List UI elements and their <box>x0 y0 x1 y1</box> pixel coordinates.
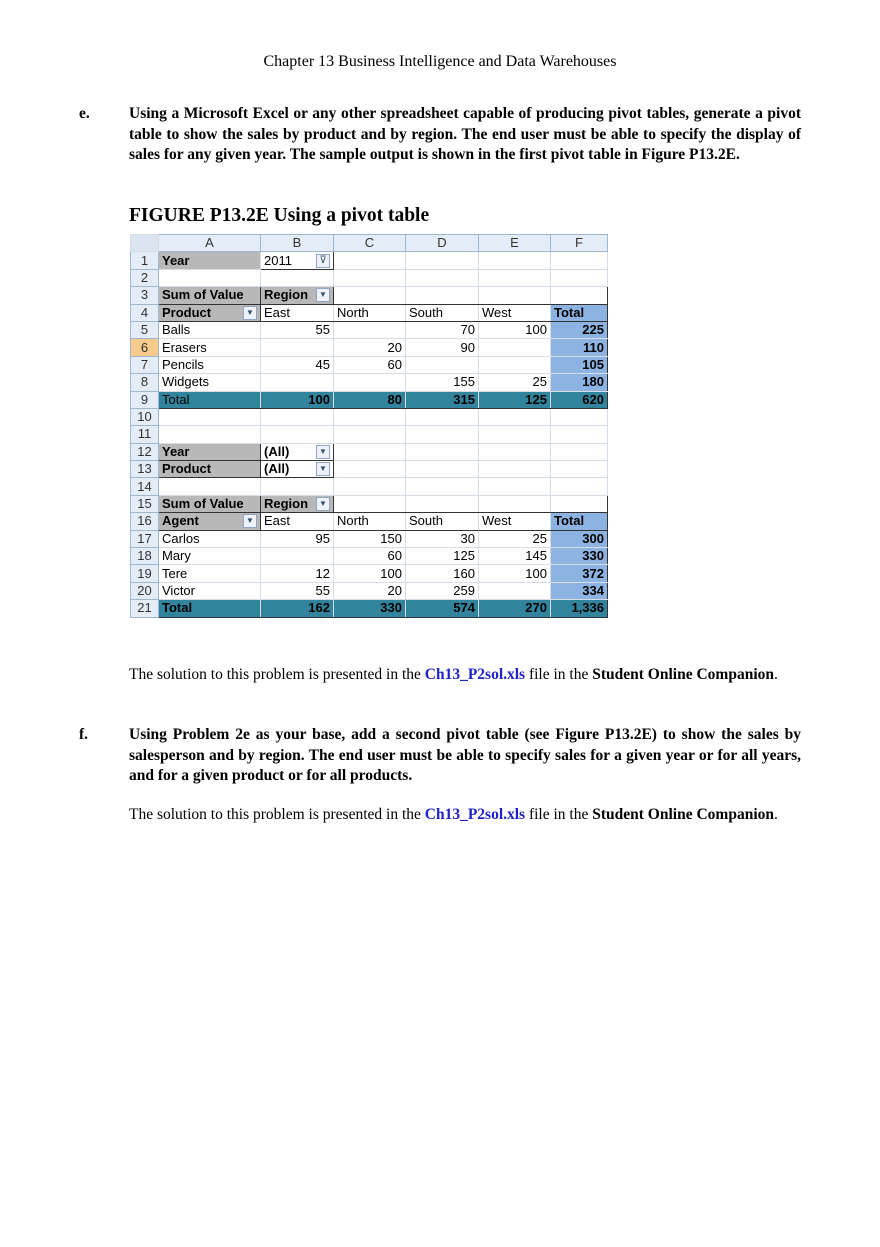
cell-a8[interactable]: Widgets <box>159 374 261 391</box>
cell-b17[interactable]: 95 <box>261 530 334 547</box>
cell[interactable] <box>159 426 261 443</box>
cell-c9[interactable]: 80 <box>334 391 406 408</box>
year-filter-value: 2011 <box>264 252 292 268</box>
cell[interactable] <box>159 408 261 425</box>
cell[interactable] <box>406 495 479 512</box>
item-label: e. <box>79 105 90 122</box>
chevron-down-icon[interactable]: ▼ <box>316 288 330 302</box>
cell-f21[interactable]: 1,336 <box>551 600 608 617</box>
cell-a16[interactable] <box>159 513 261 530</box>
cell[interactable] <box>479 461 551 478</box>
cell-e9[interactable]: 125 <box>479 391 551 408</box>
sheet-row-21 <box>131 600 608 617</box>
column-header-row <box>131 235 608 252</box>
cell[interactable] <box>334 443 406 460</box>
cell-c8[interactable] <box>334 374 406 391</box>
cell[interactable] <box>406 478 479 495</box>
cell-e1[interactable] <box>479 252 551 269</box>
row-header[interactable]: 2 <box>131 269 159 286</box>
sheet-row-19 <box>131 565 608 582</box>
cell-e18[interactable]: 145 <box>479 548 551 565</box>
sheet-row-5 <box>131 321 608 338</box>
cell-f1[interactable] <box>551 252 608 269</box>
cell-d20[interactable]: 259 <box>406 582 479 599</box>
cell[interactable] <box>406 426 479 443</box>
row-header[interactable]: 9 <box>131 391 159 408</box>
cell-c16[interactable]: North <box>334 513 406 530</box>
cell[interactable] <box>261 478 334 495</box>
cell[interactable] <box>159 478 261 495</box>
cell-c18[interactable]: 60 <box>334 548 406 565</box>
cell-f8[interactable]: 180 <box>551 374 608 391</box>
cell-c17[interactable]: 150 <box>334 530 406 547</box>
region-field-label: Region <box>264 496 309 512</box>
cell-d17[interactable]: 30 <box>406 530 479 547</box>
solution-text: The solution to this problem is presented in the <box>129 666 425 683</box>
item-label: f. <box>79 726 89 743</box>
cell-f7[interactable]: 105 <box>551 356 608 373</box>
row-header[interactable]: 14 <box>131 478 159 495</box>
cell-a7[interactable]: Pencils <box>159 356 261 373</box>
row-header[interactable]: 13 <box>131 461 159 478</box>
row-header[interactable]: 1 <box>131 252 159 269</box>
cell-d21[interactable]: 574 <box>406 600 479 617</box>
cell[interactable] <box>406 461 479 478</box>
sheet-row-16 <box>131 513 608 530</box>
chevron-down-icon[interactable]: ▼ <box>316 497 330 511</box>
row-header[interactable]: 15 <box>131 495 159 512</box>
cell[interactable] <box>261 426 334 443</box>
cell-b21[interactable]: 162 <box>261 600 334 617</box>
cell-d18[interactable]: 125 <box>406 548 479 565</box>
solution-text: The solution to this problem is presented in the <box>129 806 425 823</box>
cell[interactable] <box>334 269 406 286</box>
row-header[interactable]: 16 <box>131 513 159 530</box>
sheet-row-20 <box>131 582 608 599</box>
cell-b6[interactable] <box>261 339 334 356</box>
cell[interactable] <box>479 495 551 512</box>
cell-e16[interactable]: West <box>479 513 551 530</box>
cell-b3[interactable] <box>261 287 334 304</box>
cell-a1[interactable]: Year <box>159 252 261 269</box>
cell[interactable] <box>551 443 608 460</box>
row-header[interactable]: 7 <box>131 356 159 373</box>
sheet-row-12 <box>131 443 608 460</box>
cell-a20[interactable]: Victor <box>159 582 261 599</box>
cell-f9[interactable]: 620 <box>551 391 608 408</box>
cell-b9[interactable]: 100 <box>261 391 334 408</box>
sheet-row-10 <box>131 408 608 425</box>
cell-f18[interactable]: 330 <box>551 548 608 565</box>
cell-b19[interactable]: 12 <box>261 565 334 582</box>
product-filter-value: (All) <box>264 461 290 477</box>
row-header[interactable]: 3 <box>131 287 159 304</box>
sheet-row-1 <box>131 252 608 269</box>
sheet-row-13 <box>131 461 608 478</box>
cell-a13[interactable]: Product <box>159 461 261 478</box>
row-header[interactable]: 11 <box>131 426 159 443</box>
cell[interactable] <box>159 269 261 286</box>
sheet-row-18 <box>131 548 608 565</box>
figure-title: FIGURE P13.2E Using a pivot table <box>129 205 430 226</box>
cell-b13[interactable] <box>261 461 334 478</box>
solution-text: . <box>774 666 778 683</box>
cell[interactable] <box>334 287 406 304</box>
row-header[interactable]: 18 <box>131 548 159 565</box>
column-header-d[interactable]: D <box>406 235 479 252</box>
cell[interactable] <box>334 408 406 425</box>
cell[interactable] <box>479 269 551 286</box>
cell-e21[interactable]: 270 <box>479 600 551 617</box>
cell-b18[interactable] <box>261 548 334 565</box>
chevron-down-icon[interactable]: ▼ <box>243 514 257 528</box>
cell-f16[interactable]: Total <box>551 513 608 530</box>
sheet-row-2 <box>131 269 608 286</box>
sheet-row-7 <box>131 356 608 373</box>
cell-f4[interactable]: Total <box>551 304 608 321</box>
row-header[interactable]: 17 <box>131 530 159 547</box>
column-header-e[interactable]: E <box>479 235 551 252</box>
cell-d9[interactable]: 315 <box>406 391 479 408</box>
cell-a6[interactable]: Erasers <box>159 339 261 356</box>
sheet-row-15 <box>131 495 608 512</box>
cell[interactable] <box>334 478 406 495</box>
cell-c4[interactable]: North <box>334 304 406 321</box>
cell[interactable] <box>334 426 406 443</box>
cell[interactable] <box>334 461 406 478</box>
cell-b4[interactable]: East <box>261 304 334 321</box>
cell-e5[interactable]: 100 <box>479 321 551 338</box>
cell-b12[interactable] <box>261 443 334 460</box>
companion-name: Student Online Companion <box>592 806 774 823</box>
cell-a4[interactable] <box>159 304 261 321</box>
cell-c6[interactable]: 20 <box>334 339 406 356</box>
row-header[interactable]: 12 <box>131 443 159 460</box>
sheet-row-8 <box>131 374 608 391</box>
row-header[interactable]: 8 <box>131 374 159 391</box>
cell-f19[interactable]: 372 <box>551 565 608 582</box>
cell-d1[interactable] <box>406 252 479 269</box>
cell-e7[interactable] <box>479 356 551 373</box>
cell-a3[interactable]: Sum of Value <box>159 287 261 304</box>
cell-a18[interactable]: Mary <box>159 548 261 565</box>
solution-text: file in the <box>525 806 593 823</box>
cell[interactable] <box>551 478 608 495</box>
cell[interactable] <box>406 408 479 425</box>
agent-field-label: Agent <box>162 513 199 529</box>
year-filter-value: (All) <box>264 443 290 459</box>
row-header[interactable]: 5 <box>131 321 159 338</box>
row-header[interactable]: 10 <box>131 408 159 425</box>
region-field-label: Region <box>264 287 309 303</box>
row-header[interactable]: 20 <box>131 582 159 599</box>
row-header[interactable]: 19 <box>131 565 159 582</box>
cell-a12[interactable]: Year <box>159 443 261 460</box>
cell-e4[interactable]: West <box>479 304 551 321</box>
sheet-row-17 <box>131 530 608 547</box>
cell-b8[interactable] <box>261 374 334 391</box>
column-header-a[interactable]: A <box>159 235 261 252</box>
cell-d4[interactable]: South <box>406 304 479 321</box>
cell[interactable] <box>479 443 551 460</box>
cell[interactable] <box>551 495 608 512</box>
cell-f20[interactable]: 334 <box>551 582 608 599</box>
cell-c5[interactable] <box>334 321 406 338</box>
cell-b1[interactable] <box>261 252 334 269</box>
cell[interactable] <box>479 478 551 495</box>
cell-d16[interactable]: South <box>406 513 479 530</box>
cell-f6[interactable]: 110 <box>551 339 608 356</box>
cell-d6[interactable]: 90 <box>406 339 479 356</box>
cell-c19[interactable]: 100 <box>334 565 406 582</box>
cell-e19[interactable]: 100 <box>479 565 551 582</box>
cell-e17[interactable]: 25 <box>479 530 551 547</box>
cell-b20[interactable]: 55 <box>261 582 334 599</box>
cell-a15[interactable]: Sum of Value <box>159 495 261 512</box>
row-header[interactable]: 4 <box>131 304 159 321</box>
sheet-row-4 <box>131 304 608 321</box>
problem-item-f <box>79 725 801 787</box>
cell-b7[interactable]: 45 <box>261 356 334 373</box>
cell[interactable] <box>406 269 479 286</box>
chevron-down-icon[interactable]: ▼ <box>243 306 257 320</box>
sheet-row-14 <box>131 478 608 495</box>
cell-c7[interactable]: 60 <box>334 356 406 373</box>
solution-file-link[interactable]: Ch13_P2sol.xls <box>424 806 526 823</box>
sheet-row-9 <box>131 391 608 408</box>
item-text: Using a Microsoft Excel or any other spreadsheet capable of producing pivot tables, generate a pivot table to show the sales by product and by region. The end user must be able to specify the display of sales for any given year. The sample output is shown in the first pivot table in Figure P13.2E. <box>129 105 801 163</box>
solution-file-link[interactable]: Ch13_P2sol.xls <box>424 666 526 683</box>
cell-a21[interactable]: Total <box>159 600 261 617</box>
problem-item-e <box>79 104 801 166</box>
cell-b16[interactable]: East <box>261 513 334 530</box>
solution-text: file in the <box>525 666 593 683</box>
cell[interactable] <box>551 461 608 478</box>
cell-c20[interactable]: 20 <box>334 582 406 599</box>
sheet-row-6 <box>131 339 608 356</box>
cell[interactable] <box>261 408 334 425</box>
cell[interactable] <box>551 408 608 425</box>
cell-e6[interactable] <box>479 339 551 356</box>
cell-a17[interactable]: Carlos <box>159 530 261 547</box>
cell-e20[interactable] <box>479 582 551 599</box>
cell[interactable] <box>406 287 479 304</box>
cell-a19[interactable]: Tere <box>159 565 261 582</box>
cell[interactable] <box>261 269 334 286</box>
column-header-f[interactable]: F <box>551 235 608 252</box>
companion-name: Student Online Companion <box>592 666 774 683</box>
row-header[interactable]: 21 <box>131 600 159 617</box>
product-field-label: Product <box>162 304 212 320</box>
chevron-down-icon[interactable]: ▼ <box>316 462 330 476</box>
running-header: Chapter 13 Business Intelligence and Data Warehouses <box>263 53 617 70</box>
cell[interactable] <box>551 269 608 286</box>
cell-d19[interactable]: 160 <box>406 565 479 582</box>
cell[interactable] <box>479 408 551 425</box>
cell[interactable] <box>479 287 551 304</box>
cell-b5[interactable]: 55 <box>261 321 334 338</box>
cell-c1[interactable] <box>334 252 406 269</box>
cell-f5[interactable]: 225 <box>551 321 608 338</box>
select-all-corner[interactable] <box>131 235 159 252</box>
pivot-spreadsheet <box>130 234 608 618</box>
sheet-row-11 <box>131 426 608 443</box>
filter-dropdown-icon[interactable]: ⊽ <box>316 254 330 268</box>
item-text: Using Problem 2e as your base, add a second pivot table (see Figure P13.2E) to show the sales by salesperson and by region. The end user must be able to specify sales for a given year or for all years, and for a given product or for all products. <box>129 726 801 784</box>
cell[interactable] <box>334 495 406 512</box>
row-header-selected[interactable]: 6 <box>131 339 159 356</box>
solution-note-f <box>129 805 801 826</box>
cell-e8[interactable]: 25 <box>479 374 551 391</box>
cell-d7[interactable] <box>406 356 479 373</box>
cell-f17[interactable]: 300 <box>551 530 608 547</box>
column-header-b[interactable]: B <box>261 235 334 252</box>
cell[interactable] <box>479 426 551 443</box>
cell-b15[interactable] <box>261 495 334 512</box>
cell[interactable] <box>551 287 608 304</box>
cell-a9[interactable]: Total <box>159 391 261 408</box>
cell-d8[interactable]: 155 <box>406 374 479 391</box>
chevron-down-icon[interactable]: ▼ <box>316 445 330 459</box>
solution-note-e <box>129 665 801 686</box>
sheet-row-3 <box>131 287 608 304</box>
cell[interactable] <box>406 443 479 460</box>
cell-a5[interactable]: Balls <box>159 321 261 338</box>
solution-text: . <box>774 806 778 823</box>
column-header-c[interactable]: C <box>334 235 406 252</box>
cell[interactable] <box>551 426 608 443</box>
cell-c21[interactable]: 330 <box>334 600 406 617</box>
cell-d5[interactable]: 70 <box>406 321 479 338</box>
